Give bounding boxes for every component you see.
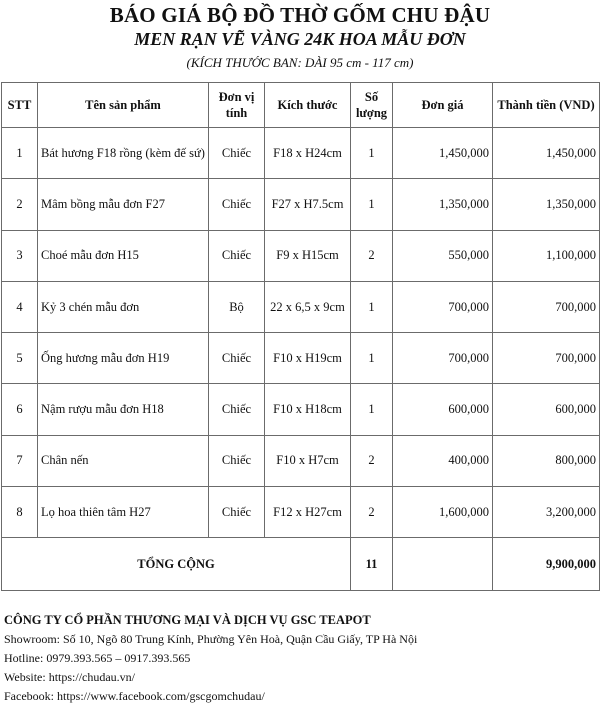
table-header-row [2, 83, 600, 128]
column-header-size: Kích thước [265, 83, 351, 128]
cell-stt: 6 [2, 384, 38, 435]
cell-size: F18 x H24cm [265, 128, 351, 179]
table-row [2, 179, 600, 230]
cell-unit-price: 700,000 [393, 281, 493, 332]
cell-size: 22 x 6,5 x 9cm [265, 281, 351, 332]
cell-amount: 1,350,000 [493, 179, 600, 230]
cell-size: F27 x H7.5cm [265, 179, 351, 230]
facebook-link[interactable]: Facebook: https://www.facebook.com/gscgomchudau/ [4, 689, 265, 703]
cell-stt: 5 [2, 333, 38, 384]
table-row [2, 128, 600, 179]
column-header-product-name: Tên sản phẩm [38, 83, 209, 128]
cell-amount: 600,000 [493, 384, 600, 435]
cell-size: F12 x H27cm [265, 487, 351, 538]
total-amount: 9,900,000 [493, 538, 600, 591]
cell-unit-price: 600,000 [393, 384, 493, 435]
cell-product-name: Chân nến [38, 435, 209, 486]
cell-product-name: Nậm rượu mẫu đơn H18 [38, 384, 209, 435]
column-header-stt: STT [2, 83, 38, 128]
cell-stt: 1 [2, 128, 38, 179]
cell-unit: Chiếc [209, 384, 265, 435]
table-row [2, 435, 600, 486]
page-subtitle: MEN RẠN VẼ VÀNG 24K HOA MẪU ĐƠN [134, 29, 466, 49]
cell-product-name: Kỷ 3 chén mẫu đơn [38, 281, 209, 332]
cell-unit-price: 1,450,000 [393, 128, 493, 179]
cell-stt: 7 [2, 435, 38, 486]
cell-quantity: 1 [351, 128, 393, 179]
cell-quantity: 2 [351, 230, 393, 281]
cell-size: F10 x H18cm [265, 384, 351, 435]
cell-amount: 700,000 [493, 333, 600, 384]
cell-product-name: Choé mẫu đơn H15 [38, 230, 209, 281]
cell-quantity: 2 [351, 487, 393, 538]
cell-size: F10 x H7cm [265, 435, 351, 486]
total-quantity: 11 [351, 538, 393, 591]
size-note: (KÍCH THƯỚC BAN: DÀI 95 cm - 117 cm) [186, 55, 414, 70]
table-row [2, 281, 600, 332]
cell-unit: Chiếc [209, 179, 265, 230]
cell-quantity: 2 [351, 435, 393, 486]
total-empty-cell [393, 538, 493, 591]
table-row [2, 333, 600, 384]
cell-product-name: Bát hương F18 rồng (kèm đế sứ) [38, 128, 209, 179]
cell-quantity: 1 [351, 281, 393, 332]
column-header-unit-price: Đơn giá [393, 83, 493, 128]
cell-quantity: 1 [351, 179, 393, 230]
cell-unit: Bộ [209, 281, 265, 332]
company-footer [4, 611, 596, 706]
cell-unit-price: 400,000 [393, 435, 493, 486]
cell-product-name: Ống hương mẫu đơn H19 [38, 333, 209, 384]
cell-product-name: Lọ hoa thiên tâm H27 [38, 487, 209, 538]
cell-unit-price: 700,000 [393, 333, 493, 384]
cell-unit-price: 1,350,000 [393, 179, 493, 230]
total-label: TỔNG CỘNG [2, 538, 351, 591]
website-link[interactable]: Website: https://chudau.vn/ [4, 670, 136, 684]
cell-stt: 4 [2, 281, 38, 332]
cell-unit: Chiếc [209, 128, 265, 179]
cell-unit: Chiếc [209, 435, 265, 486]
hotline: Hotline: 0979.393.565 – 0917.393.565 [4, 651, 191, 665]
table-row [2, 230, 600, 281]
column-header-amount: Thành tiền (VND) [493, 83, 600, 128]
cell-unit: Chiếc [209, 333, 265, 384]
company-name: CÔNG TY CỔ PHẦN THƯƠNG MẠI VÀ DỊCH VỤ GSC TEAPOT [4, 613, 371, 627]
cell-amount: 700,000 [493, 281, 600, 332]
page-title: BÁO GIÁ BỘ ĐỒ THỜ GỐM CHU ĐẬU [109, 3, 491, 27]
cell-amount: 800,000 [493, 435, 600, 486]
cell-quantity: 1 [351, 384, 393, 435]
cell-stt: 2 [2, 179, 38, 230]
cell-product-name: Mâm bồng mẫu đơn F27 [38, 179, 209, 230]
cell-unit: Chiếc [209, 487, 265, 538]
cell-amount: 3,200,000 [493, 487, 600, 538]
cell-stt: 3 [2, 230, 38, 281]
cell-amount: 1,100,000 [493, 230, 600, 281]
cell-unit-price: 1,600,000 [393, 487, 493, 538]
cell-stt: 8 [2, 487, 38, 538]
table-row [2, 384, 600, 435]
cell-size: F9 x H15cm [265, 230, 351, 281]
column-header-unit: Đơn vị tính [209, 83, 265, 128]
cell-unit: Chiếc [209, 230, 265, 281]
cell-amount: 1,450,000 [493, 128, 600, 179]
table-row [2, 487, 600, 538]
cell-unit-price: 550,000 [393, 230, 493, 281]
total-row [2, 538, 600, 591]
price-quote-table [1, 82, 600, 591]
showroom-address: Showroom: Số 10, Ngõ 80 Trung Kính, Phường Yên Hoà, Quận Cầu Giấy, TP Hà Nội [4, 632, 418, 646]
column-header-quantity: Số lượng [351, 83, 393, 128]
cell-size: F10 x H19cm [265, 333, 351, 384]
cell-quantity: 1 [351, 333, 393, 384]
